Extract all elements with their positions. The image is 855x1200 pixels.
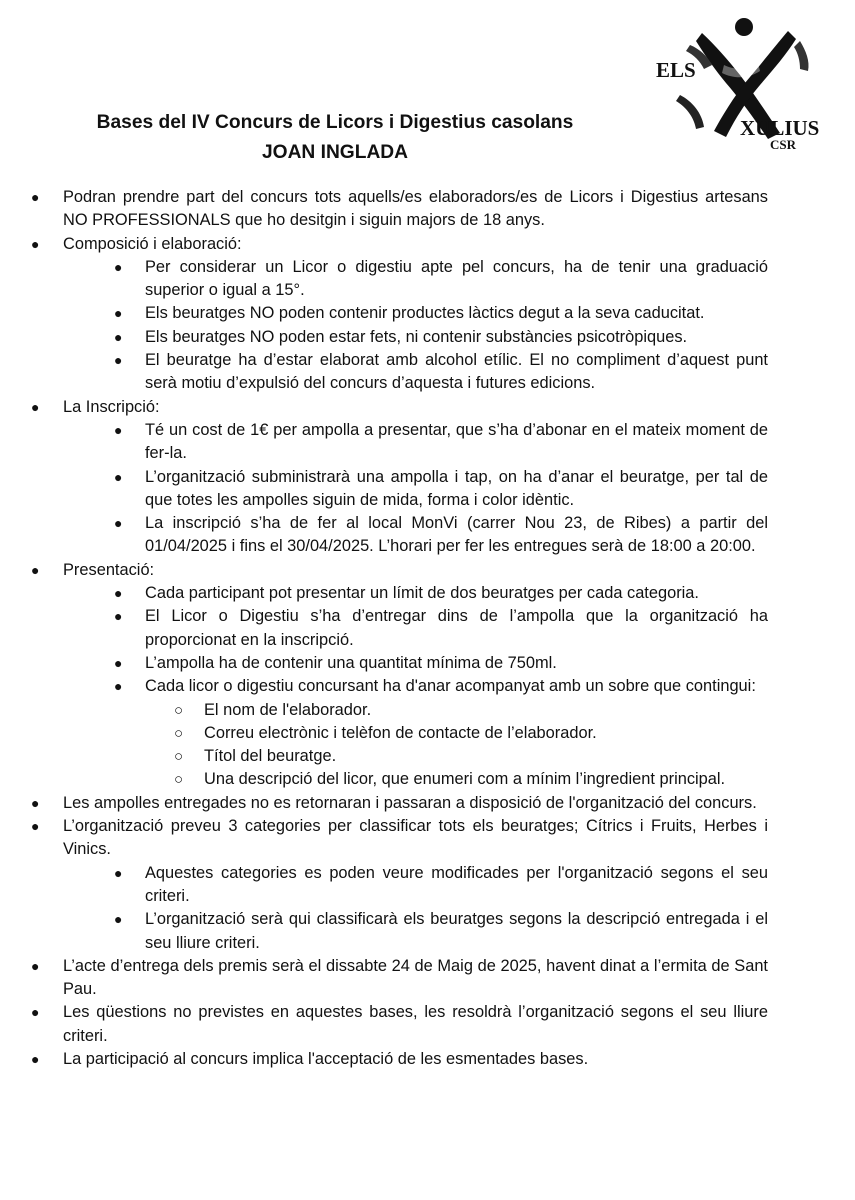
list-item: ● Composició i elaboració:: [28, 233, 768, 256]
logo-x-figure-icon: [640, 5, 850, 155]
bullet-icon: ●: [114, 515, 123, 532]
bullet-icon: ●: [31, 235, 40, 252]
sub-sub-list-item: ○ Títol del beuratge.: [28, 745, 768, 768]
list-item: ● La participació al concurs implica l'acceptació de les esmentades bases.: [28, 1048, 768, 1071]
sub-sub-list-item: ○ El nom de l'elaborador.: [28, 699, 768, 722]
sub-list-item: ● Aquestes categories es poden veure modificades per l'organització segons el seu criteri.: [114, 863, 768, 905]
circle-bullet-icon: ○: [174, 771, 184, 789]
sub-list-item: ● El beuratge ha d’estar elaborat amb alcohol etílic. El no compliment d’aquest punt serà motiu d’expulsió del concurs d’aquesta i futures edicions.: [114, 351, 768, 393]
bullet-icon: ●: [114, 352, 123, 369]
sub-list-item: ● Té un cost de 1€ per ampolla a presentar, que s’ha d’abonar en el mateix moment de fer-la.: [114, 420, 768, 463]
bullet-icon: ●: [31, 398, 40, 415]
bullet-icon: ●: [31, 189, 40, 205]
document-title: [20, 108, 650, 168]
sub-sub-list-item: ○ Una descripció del licor, que enumeri com a mínim l’ingredient principal.: [28, 768, 768, 791]
logo-text-els: ELS: [656, 58, 696, 82]
sub-list-item: ● La inscripció s’ha de fer al local MonVi (carrer Nou 23, de Ribes) a partir del 01/04/2025 i fins el 30/04/2025. L’horari per fer les entregues serà de 18:00 a 20:00.: [114, 514, 768, 556]
list-item: ● L’organització preveu 3 categories per classificar tots els beuratges; Cítrics i Fruits, Herbes i Vinics.: [31, 817, 768, 859]
bullet-icon: ●: [114, 654, 123, 671]
bullet-icon: ●: [114, 421, 123, 438]
sub-list-item: ● Els beuratges NO poden contenir productes làctics degut a la seva caducitat.: [28, 302, 768, 325]
sub-list-item: ● El Licor o Digestiu s’ha d’entregar dins de l’ampolla que la organització ha proporcionat en la inscripció.: [114, 607, 768, 649]
sub-list-item: ● Els beuratges NO poden estar fets, ni contenir substàncies psicotròpiques.: [28, 326, 768, 349]
bullet-icon: ●: [114, 864, 123, 881]
bullet-icon: ●: [31, 794, 40, 811]
logo: [640, 5, 850, 155]
sub-list-item: ● L’organització serà qui classificarà els beuratges segons la descripció entregada i el seu lliure criteri.: [114, 910, 768, 952]
rules-list: [28, 186, 768, 1071]
bullet-icon: ●: [114, 608, 123, 625]
sub-list-item: ● L’organització subministrarà una ampolla i tap, on ha d’anar el beuratge, per tal de que totes les ampolles siguin de mida, forma i color idèntic.: [114, 467, 768, 509]
bullet-icon: ●: [114, 911, 123, 928]
bullet-icon: ●: [31, 1004, 40, 1021]
bullet-icon: ●: [114, 468, 123, 485]
logo-text-csr: CSR: [770, 137, 797, 152]
circle-bullet-icon: ○: [174, 701, 184, 719]
bullet-icon: ●: [31, 957, 40, 974]
bullet-icon: ●: [31, 561, 40, 578]
logo-text-xulius: XULIUS: [740, 116, 820, 140]
circle-bullet-icon: ○: [174, 724, 184, 742]
bullet-icon: ●: [114, 305, 123, 322]
sub-list-item: ● Per considerar un Licor o digestiu apte pel concurs, ha de tenir una graduació superior o igual a 15°.: [114, 257, 768, 300]
list-item: ● L’acte d’entrega dels premis serà el dissabte 24 de Maig de 2025, havent dinat a l’ermita de Sant Pau.: [31, 956, 768, 999]
list-item: ● Les qüestions no previstes en aquestes bases, les resoldrà l’organització segons el seu lliure criteri.: [31, 1003, 768, 1045]
list-item: ● Les ampolles entregades no es retornaran i passaran a disposició de l'organització del concurs.: [28, 792, 768, 815]
list-item: ● Podran prendre part del concurs tots aquells/es elaboradors/es de Licors i Digestius artesans NO PROFESSIONALS que ho desitgin i siguin majors de 18 anys.: [31, 188, 768, 230]
bullet-icon: ●: [114, 328, 123, 345]
bullet-icon: ●: [114, 678, 123, 695]
title-line-1: Bases del IV Concurs de Licors i Digestius casolans: [96, 112, 574, 133]
bullet-icon: ●: [31, 1050, 40, 1067]
list-item: ● Presentació:: [28, 559, 768, 582]
title-line-2: JOAN INGLADA: [261, 142, 409, 163]
sub-list-item: ● Cada participant pot presentar un límit de dos beuratges per cada categoria.: [28, 582, 768, 605]
sub-sub-list-item: ○ Correu electrònic i telèfon de contacte de l’elaborador.: [28, 722, 768, 745]
bullet-icon: ●: [114, 258, 123, 275]
circle-bullet-icon: ○: [174, 748, 184, 766]
bullet-icon: ●: [114, 585, 123, 602]
list-item: ● La Inscripció:: [28, 396, 768, 419]
bullet-icon: ●: [31, 818, 40, 835]
sub-list-item: ● L’ampolla ha de contenir una quantitat mínima de 750ml.: [28, 652, 768, 675]
sub-list-item: ● Cada licor o digestiu concursant ha d'anar acompanyat amb un sobre que contingui:: [28, 675, 768, 698]
